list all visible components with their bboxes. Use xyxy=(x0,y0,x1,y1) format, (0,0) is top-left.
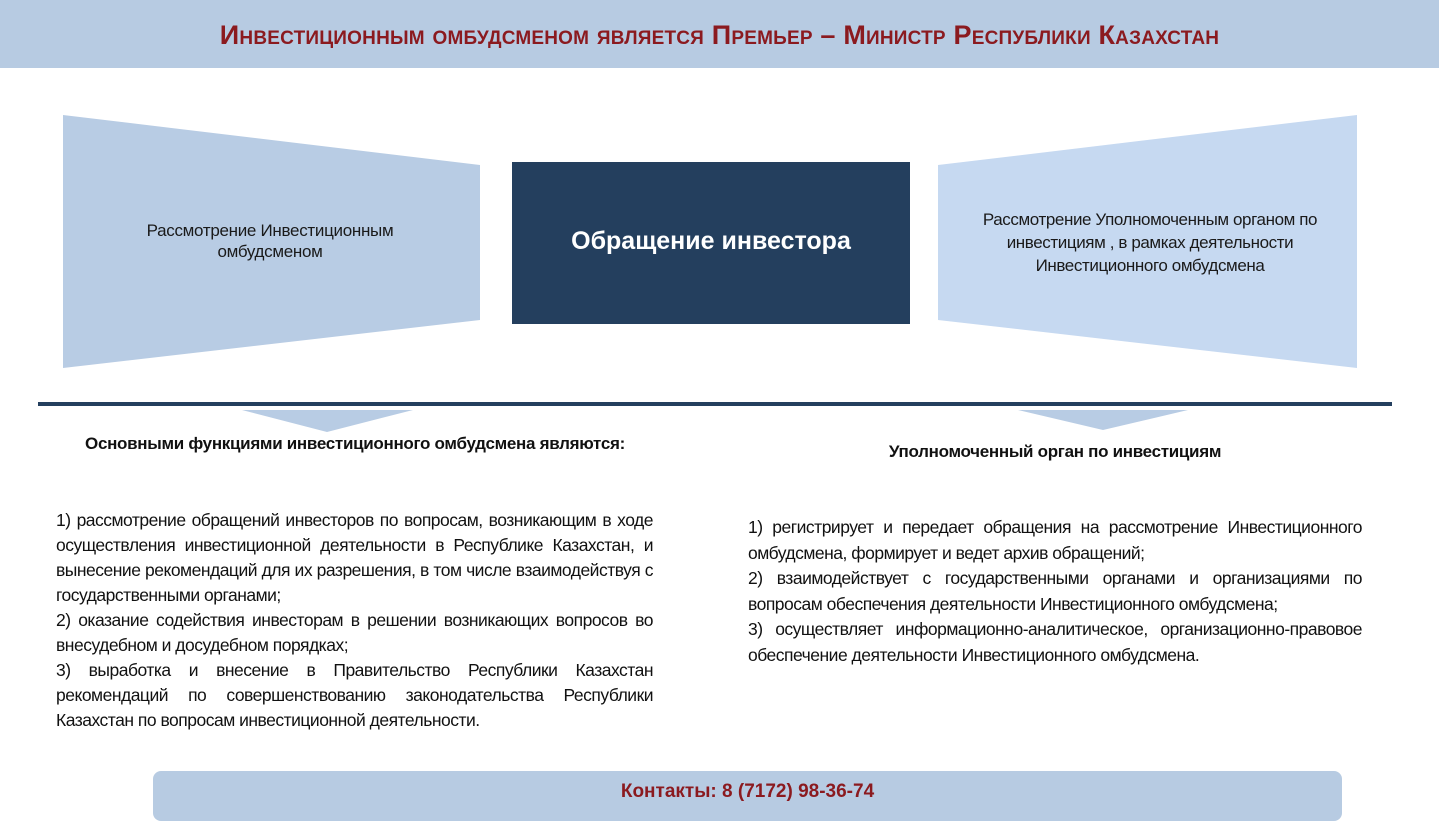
authorized-body-list xyxy=(748,515,1362,668)
contacts-text: Контакты: 8 (7172) 98-36-74 xyxy=(620,781,875,802)
authorized-body-title: Уполномоченный орган по инвестициям xyxy=(888,442,1222,461)
list-item: 1) регистрирует и передает обращения на рассмотрение Инвестиционного омбудсмена, формирует и ведет архив обращений; xyxy=(748,517,1362,563)
page-title: Инвестиционным омбудсменом является Премьер – Министр Республики Казахстан xyxy=(219,20,1220,50)
right-down-arrow xyxy=(1018,410,1188,430)
investor-appeal-label: Обращение инвестора xyxy=(571,227,851,255)
list-item: 3) выработка и внесение в Правительство Республики Казахстан рекомендаций по совершенствованию законодательства Республики Казахстан по вопросам инвестиционной деятельности. xyxy=(56,660,653,730)
left-shape-label: Рассмотрение Инвестиционным омбудсменом xyxy=(146,221,394,261)
list-item: 2) взаимодействует с государственными органами и организациями по вопросам обеспечения деятельности Инвестиционного омбудсмена; xyxy=(748,568,1362,614)
ombudsman-functions-title: Основными функциями инвестиционного омбудсмена являются: xyxy=(85,434,625,453)
list-item: 2) оказание содействия инвесторам в решении возникающих вопросов во внесудебном и досудебном порядках; xyxy=(56,610,653,655)
list-item: 3) осуществляет информационно-аналитическое, организационно-правовое обеспечение деятельности Инвестиционного омбудсмена. xyxy=(748,619,1362,665)
left-down-arrow xyxy=(242,410,413,432)
list-item: 1) рассмотрение обращений инвесторов по вопросам, возникающим в ходе осуществления инвестиционной деятельности в Республике Казахстан, и вынесение рекомендаций для их разрешения, в том числе взаимодействуя с государственными органами; xyxy=(56,510,653,605)
ombudsman-functions-list xyxy=(56,508,653,733)
right-shape-label: Рассмотрение Уполномоченным органом по инвестициям , в рамках деятельности Инвестиционного омбудсмена xyxy=(982,210,1318,275)
